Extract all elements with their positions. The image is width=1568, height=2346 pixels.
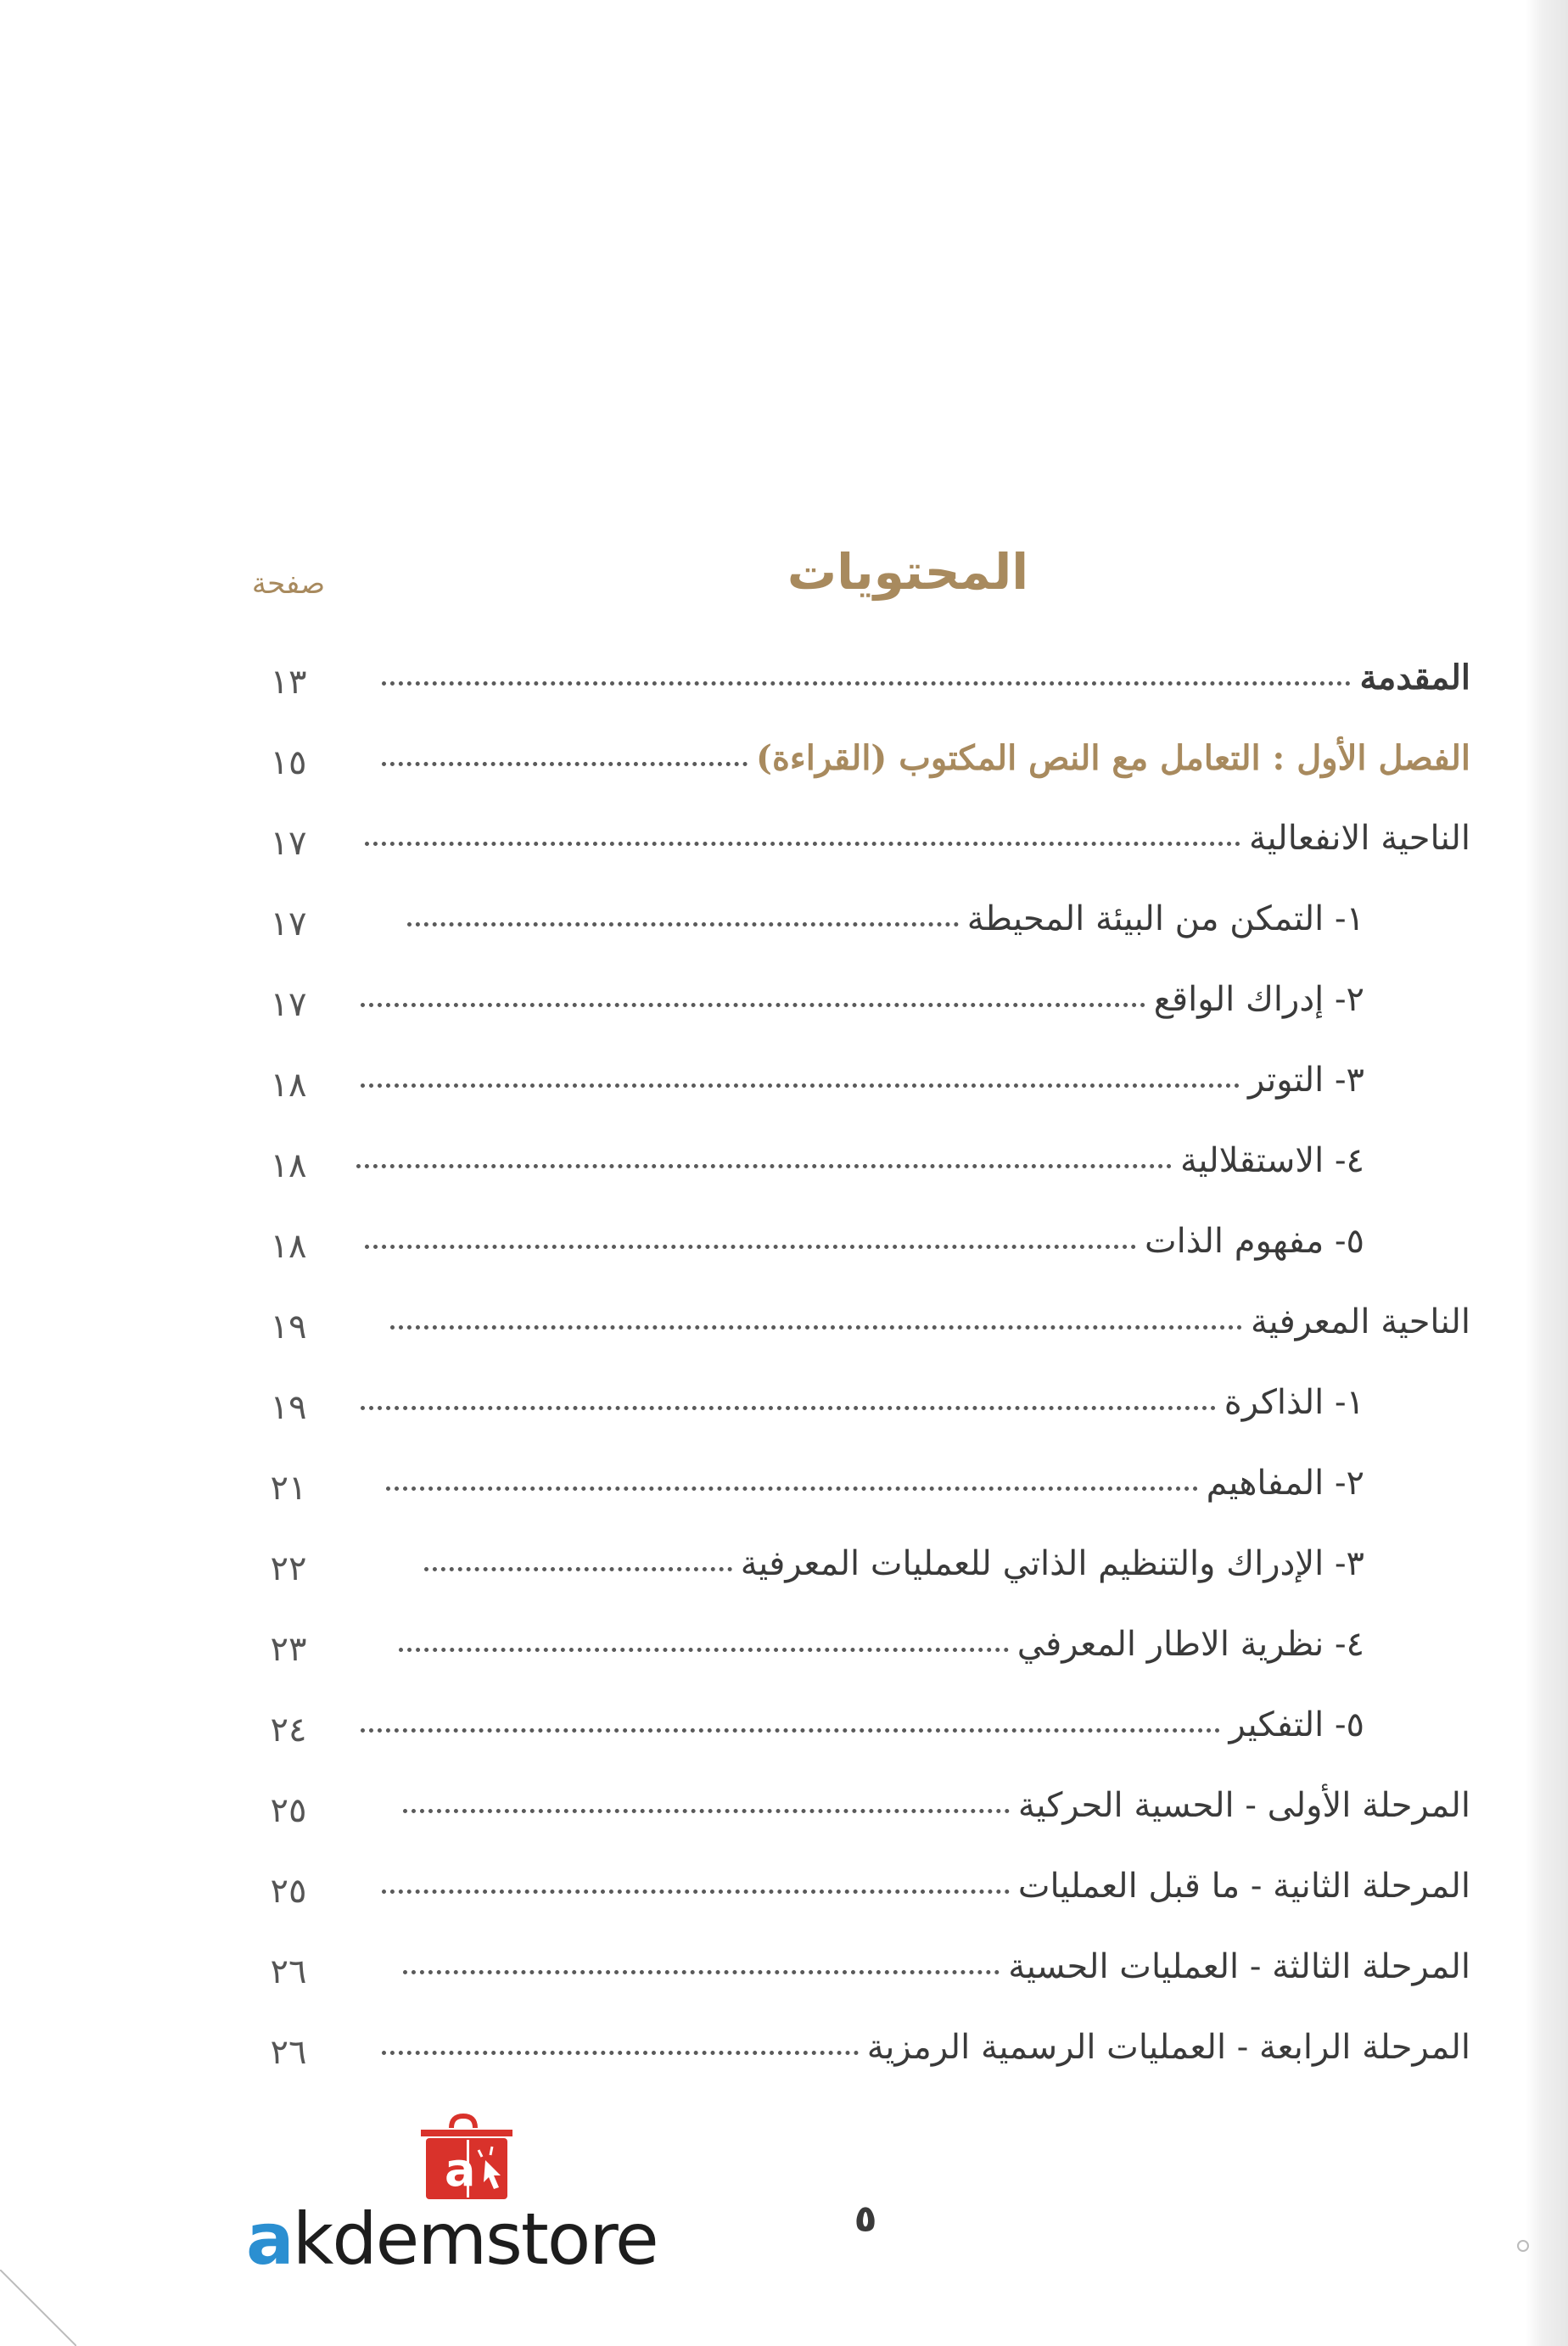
- toc-leader-dots: [403, 1809, 1010, 1813]
- page-number: ٥: [854, 2198, 877, 2241]
- toc-page-number: ١٨: [270, 1066, 307, 1105]
- toc-page-number: ٢٤: [270, 1711, 307, 1750]
- toc-page-number: ١٧: [270, 904, 307, 943]
- toc-row: [0, 899, 1568, 959]
- toc-page-number: ١٩: [270, 1388, 307, 1427]
- toc-row: [0, 1222, 1568, 1281]
- toc-row: [0, 1141, 1568, 1201]
- page-column-label: صفحة: [251, 567, 326, 601]
- toc-row: [0, 2028, 1568, 2087]
- store-logo-icon: [416, 2113, 518, 2206]
- toc-leader-dots: [365, 1245, 1136, 1249]
- toc-row: [0, 1947, 1568, 2007]
- toc-label: ١- الذاكرة: [1224, 1383, 1364, 1422]
- toc-page-number: ٢٢: [270, 1549, 307, 1588]
- toc-row: [0, 738, 1568, 798]
- toc-leader-dots: [382, 1890, 1010, 1894]
- toc-label: المقدمة: [1359, 658, 1470, 697]
- toc-page-number: ١٧: [270, 824, 307, 863]
- page-corner-mark: [0, 2270, 76, 2346]
- toc-page-number: ٢٥: [270, 1872, 307, 1911]
- toc-label: المرحلة الأولى - الحسية الحركية: [1017, 1786, 1470, 1825]
- brand-prefix: a: [246, 2198, 293, 2281]
- toc-label: المرحلة الثانية - ما قبل العمليات: [1017, 1867, 1470, 1906]
- toc-row: [0, 1544, 1568, 1604]
- toc-page-number: ١٨: [270, 1146, 307, 1185]
- toc-row: [0, 980, 1568, 1039]
- toc-page-number: ١٧: [270, 985, 307, 1024]
- toc-leader-dots: [424, 1567, 732, 1571]
- toc-row: [0, 819, 1568, 878]
- store-watermark-text: [246, 2198, 704, 2281]
- toc-leader-dots: [361, 1083, 1240, 1088]
- toc-page-number: ٢٦: [270, 1952, 307, 1991]
- toc-label: الناحية الانفعالية: [1249, 819, 1470, 858]
- toc-leader-dots: [382, 762, 748, 766]
- toc-row: [0, 658, 1568, 717]
- margin-dot: [1517, 2240, 1529, 2252]
- toc-label: ٤- الاستقلالية: [1179, 1141, 1364, 1180]
- toc-leader-dots: [407, 922, 959, 927]
- toc-leader-dots: [361, 1003, 1145, 1007]
- toc-row: [0, 1786, 1568, 1845]
- logo-letter: a: [445, 2143, 476, 2197]
- toc-page-number: ١٣: [270, 663, 307, 702]
- toc-label: ٣- الإدراك والتنظيم الذاتي للعمليات المعرفية: [740, 1544, 1364, 1583]
- toc-leader-dots: [382, 681, 1351, 686]
- toc-label: ٢- المفاهيم: [1206, 1464, 1364, 1503]
- toc-page-number: ٢٣: [270, 1630, 307, 1669]
- toc-row: [0, 1302, 1568, 1362]
- toc-label: المرحلة الرابعة - العمليات الرسمية الرمزية: [866, 2028, 1470, 2067]
- toc-label: ٥- التفكير: [1229, 1705, 1364, 1744]
- toc-row: [0, 1464, 1568, 1523]
- page-title: المحتويات: [787, 543, 1029, 601]
- toc-label: الناحية المعرفية: [1251, 1302, 1470, 1341]
- toc-leader-dots: [356, 1164, 1172, 1168]
- toc-leader-dots: [361, 1406, 1216, 1410]
- toc-label: الفصل الأول : التعامل مع النص المكتوب (القراءة): [756, 738, 1470, 778]
- toc-leader-dots: [399, 1648, 1009, 1652]
- toc-page-number: ١٩: [270, 1307, 307, 1347]
- toc-leader-dots: [386, 1487, 1198, 1491]
- toc-row: [0, 1705, 1568, 1765]
- toc-page-number: ٢١: [270, 1469, 307, 1508]
- toc-page-number: ١٥: [270, 743, 307, 782]
- toc-page-number: ٢٥: [270, 1791, 307, 1830]
- toc-row: [0, 1625, 1568, 1684]
- toc-leader-dots: [365, 842, 1240, 846]
- toc-label: ٣- التوتر: [1248, 1061, 1364, 1100]
- toc-leader-dots: [403, 1970, 1000, 1974]
- brand-rest: kdemstore: [292, 2198, 658, 2281]
- toc-leader-dots: [361, 1728, 1220, 1733]
- toc-label: ٥- مفهوم الذات: [1144, 1222, 1364, 1261]
- toc-row: [0, 1061, 1568, 1120]
- toc-label: المرحلة الثالثة - العمليات الحسية: [1008, 1947, 1470, 1986]
- toc-row: [0, 1383, 1568, 1442]
- toc-row: [0, 1867, 1568, 1926]
- toc-page-number: ٢٦: [270, 2033, 307, 2072]
- toc-label: ٢- إدراك الواقع: [1153, 980, 1364, 1019]
- toc-leader-dots: [390, 1325, 1242, 1330]
- toc-label: ٤- نظرية الاطار المعرفي: [1016, 1625, 1364, 1664]
- toc-leader-dots: [382, 2051, 859, 2055]
- toc-page-number: ١٨: [270, 1227, 307, 1266]
- toc-label: ١- التمكن من البيئة المحيطة: [966, 899, 1364, 938]
